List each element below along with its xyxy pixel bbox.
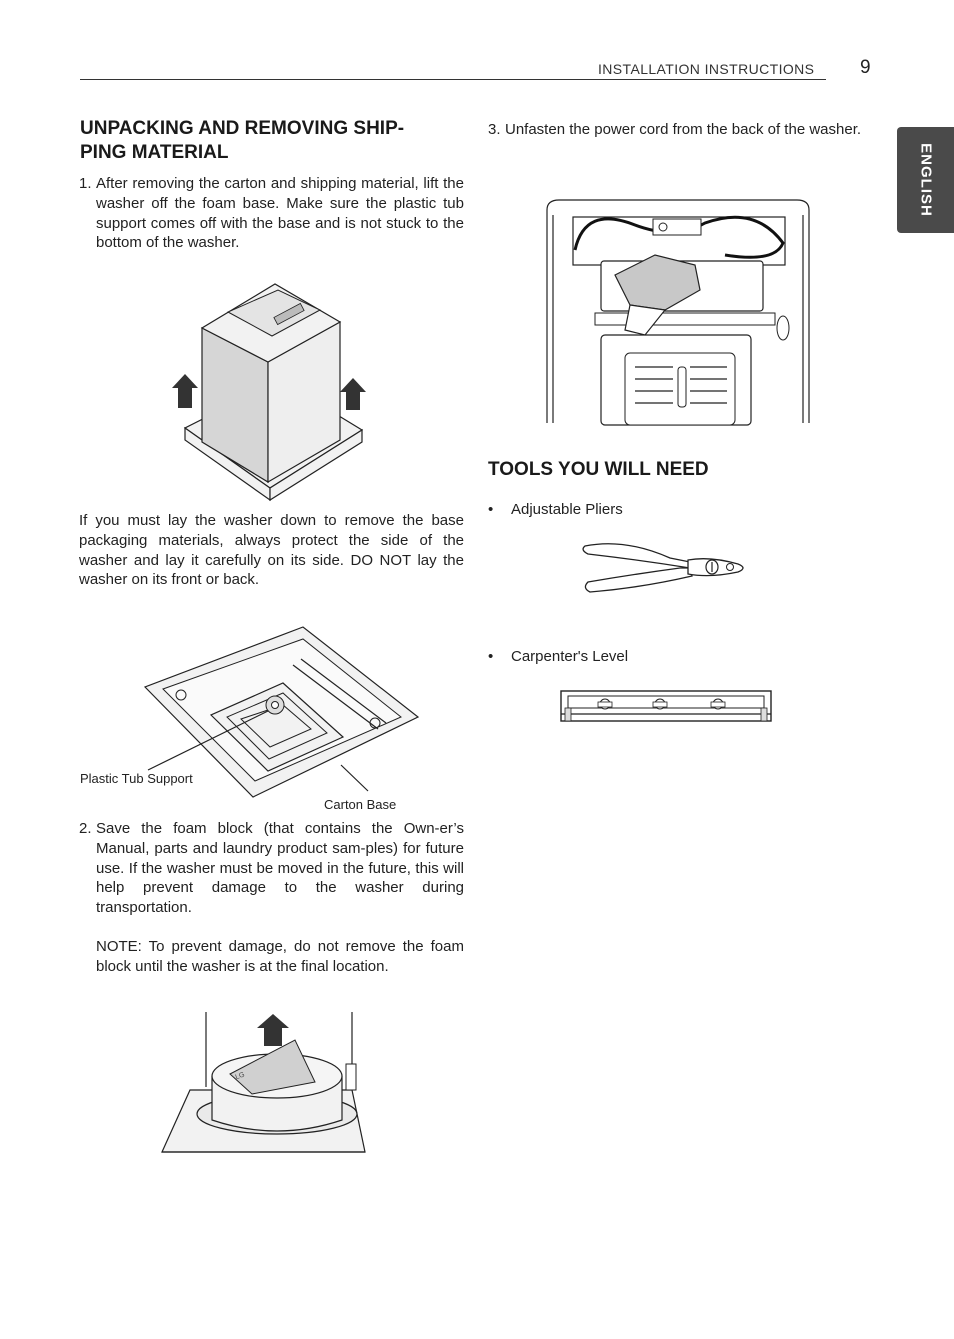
step-1-text: After removing the carton and shipping material, lift the washer off the foam base. Make sure the plastic tub support comes off with the base and is not stuck to the bottom of the washer. — [96, 175, 464, 252]
tool-label-level: Carpenter's Level — [511, 648, 629, 665]
foam-logo: LG — [234, 1071, 246, 1082]
step-3-text: Unfasten the power cord from the back of the washer. — [505, 121, 862, 138]
foam-block-illustration — [160, 1012, 370, 1157]
note-label: NOTE: — [96, 938, 142, 955]
header-divider — [80, 79, 826, 80]
step-1 — [79, 174, 464, 253]
power-cord-illustration — [545, 195, 815, 425]
step-3 — [488, 117, 873, 143]
lay-down-paragraph: If you must lay the washer down to remove the base packaging materials, always protect the side of the washer and lay it carefully on its side. DO NOT lay the washer on its front or back. — [79, 512, 464, 589]
step-1-number: 1. — [79, 175, 92, 192]
pliers-icon — [580, 538, 750, 594]
carpenter-level-icon — [560, 690, 772, 722]
bullet-icon: • — [488, 648, 494, 665]
page-number: 9 — [860, 57, 871, 78]
language-tab-label: ENGLISH — [917, 143, 934, 217]
step-2-number: 2. — [79, 820, 92, 837]
heading-line-2: PING MATERIAL — [80, 142, 229, 163]
step-2-text: Save the foam block (that contains the Own-er’s Manual, parts and laundry product sam-ples) for future use. If the washer must be moved in the future, this will help prevent damage to the washer during transportation. — [96, 820, 464, 917]
label-plastic-tub-support: Plastic Tub Support — [80, 771, 193, 786]
section-heading-unpacking — [80, 117, 470, 165]
washer-lift-illustration — [170, 270, 370, 495]
heading-line-1: UNPACKING AND REMOVING SHIP- — [80, 118, 405, 139]
language-tab — [897, 127, 954, 233]
header-title: INSTALLATION INSTRUCTIONS — [598, 61, 815, 77]
tool-label-pliers: Adjustable Pliers — [511, 501, 623, 518]
bullet-icon: • — [488, 501, 494, 518]
tool-item-level — [488, 648, 628, 665]
label-carton-base: Carton Base — [324, 797, 397, 812]
step-3-number: 3. — [488, 121, 501, 138]
step-2 — [79, 819, 464, 918]
note-text: To prevent damage, do not remove the foam block until the washer is at the final location. — [96, 938, 464, 975]
section-heading-tools: TOOLS YOU WILL NEED — [488, 459, 709, 480]
note-paragraph — [96, 937, 464, 977]
tool-item-pliers — [488, 501, 623, 518]
